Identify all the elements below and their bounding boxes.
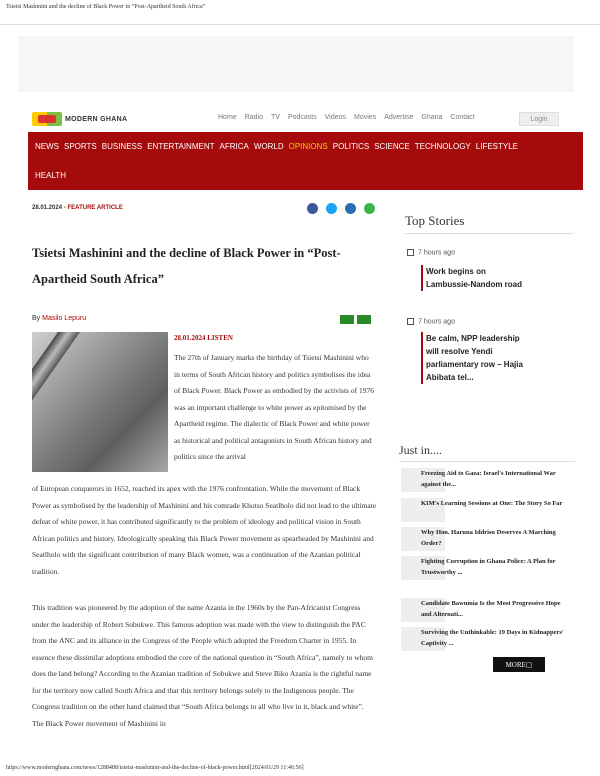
- nav-item-technology[interactable]: TECHNOLOGY: [414, 142, 471, 151]
- just-in-link[interactable]: Why Hon. Haruna Iddrisu Deserves A Marching Order?: [421, 529, 556, 547]
- divider: [405, 233, 573, 234]
- logo-text: MODERN GHANA: [65, 115, 128, 123]
- byline: [32, 315, 86, 322]
- article-meta: [32, 205, 123, 211]
- print-header: Tsietsi Mashinini and the decline of Black Power in “Post-Apartheid South Africa”: [6, 4, 206, 10]
- nav-item-sports[interactable]: SPORTS: [64, 142, 97, 151]
- top-links: [218, 114, 483, 121]
- just-in-link[interactable]: Surviving the Unthinkable: 19 Days in Kidnappers' Captivity ...: [421, 629, 564, 647]
- nav-item-opinions[interactable]: OPINIONS: [288, 142, 328, 151]
- font-size-icon[interactable]: [357, 315, 371, 324]
- byline-prefix: By: [32, 315, 41, 322]
- top-link-contact[interactable]: Contact: [450, 114, 475, 121]
- story-time: 7 hours ago: [407, 249, 455, 256]
- article-paragraph: This tradition was pioneered by the adoption of the name Azania in the 1960s by the Pan-Africanist Congress under the leadership of Robert Sobukwe. This famous adoption was made with the view to distinguish the PAC from the ANC and its alliance in the Congress of the People which adopted the Freedom Charter in 1955. In essence these dissimilar adoptions embodied the core of the national question in “South Africa”, namely to whom does the land belong? According to the Azanian tradition of Sobukwe and Steve Biko Azania is the rightful name for the territory now called South Africa and that this territory belongs solely to the Indigenous people. The Congress tradition on the other hand claimed that “South Africa belongs to all who live in it, black and white”. The Black Power movement of Mashinini in: [32, 603, 373, 728]
- divider: [0, 24, 600, 25]
- ad-banner: [18, 36, 574, 92]
- nav-item-news[interactable]: NEWS: [35, 142, 59, 151]
- logo-mark-icon: [32, 112, 62, 126]
- nav-item-world[interactable]: WORLD: [253, 142, 284, 151]
- article-paragraph: The 27th of January marks the birthday of Tsietsi Mashinini who in terms of South African history and politics symbolises the idea of Black Power. Black Power as embodied by the activists of 1976 was an important challenge to white power as epitomised by the Apartheid regime. The dialectic of Black Power and white power as historical and political antagonists in South African history and politics since the arrival: [174, 353, 374, 461]
- article-category[interactable]: FEATURE ARTICLE: [67, 205, 123, 211]
- just-in-link[interactable]: KIM's Learning Sessions at One: The Story So Far: [421, 500, 563, 507]
- listen-button[interactable]: 28.01.2024 LISTEN: [174, 334, 233, 342]
- top-link-radio[interactable]: Radio: [244, 114, 263, 121]
- nav-item-entertainment[interactable]: ENTERTAINMENT: [147, 142, 215, 151]
- nav-row: [35, 142, 523, 151]
- top-link-videos[interactable]: Videos: [324, 114, 347, 121]
- just-in-link[interactable]: Candidate Bawumia Is the Most Progressive Hope and Alternati...: [421, 600, 561, 618]
- login-button[interactable]: Login: [519, 112, 559, 126]
- nav-item-health[interactable]: HEALTH: [35, 171, 66, 180]
- top-story-link[interactable]: Work begins on Lambussie-Nandom road: [421, 265, 531, 291]
- article-paragraph: of European conquerors in 1652, reached its apex with the 1976 confrontation. While the movement of Black Power as symbolised by the leadership of Mashinini and his comrade Khotso Seatlholo did not lead to the ultimate defeat of white power, it has contributed significantly to the problem of ideology and political vision in South African politics and history. Ideologically speaking this Black Power movement as spearheaded by Mashinini and Seatlholo with the significant contribution of many Black women, was a continuation of the Azanian political tradition.: [32, 484, 377, 576]
- nav-item-science[interactable]: SCIENCE: [374, 142, 410, 151]
- nav-item-lifestyle[interactable]: LIFESTYLE: [475, 142, 519, 151]
- main-navbar: [28, 132, 583, 190]
- site-logo[interactable]: [32, 112, 127, 126]
- top-link-tv[interactable]: TV: [270, 114, 280, 121]
- just-in-link[interactable]: Fighting Corruption in Ghana Police: A Plan for Trustworthy ...: [421, 558, 556, 576]
- facebook-icon[interactable]: [307, 203, 318, 214]
- more-icon: ▢: [525, 660, 533, 669]
- nav-item-africa[interactable]: AFRICA: [219, 142, 249, 151]
- divider: [399, 461, 575, 462]
- pen-image: [32, 332, 87, 445]
- top-stories-title: Top Stories: [405, 213, 465, 228]
- nav-item-business[interactable]: BUSINESS: [101, 142, 143, 151]
- print-footer: https://www.modernghana.com/news/1288488/tsietsi-mashinini-and-the-decline-of-black-power.html[2024/01/29 11:46:56]: [6, 765, 304, 771]
- clock-icon: [407, 249, 414, 256]
- font-size-icon[interactable]: [340, 315, 354, 324]
- more-button[interactable]: MORE ▢: [493, 657, 545, 672]
- just-in-title: Just in....: [399, 443, 443, 457]
- article-date: 28.01.2024: [32, 205, 63, 211]
- top-link-movies[interactable]: Movies: [354, 114, 377, 121]
- top-story-link[interactable]: Be calm, NPP leadership will resolve Yendi parliamentary row – Hajia Abibata tel...: [421, 332, 531, 384]
- linkedin-icon[interactable]: [345, 203, 356, 214]
- share-icons: [307, 203, 375, 214]
- top-link-ghana[interactable]: Ghana: [421, 114, 443, 121]
- twitter-icon[interactable]: [326, 203, 337, 214]
- story-time: 7 hours ago: [407, 318, 455, 325]
- author-link[interactable]: Masilo Lepuru: [42, 315, 87, 322]
- nav-item-politics[interactable]: POLITICS: [332, 142, 370, 151]
- calendar-icon: ▫: [63, 205, 66, 211]
- top-link-podcasts[interactable]: Podcasts: [287, 114, 317, 121]
- top-link-advertise[interactable]: Advertise: [384, 114, 414, 121]
- article-photo: [32, 332, 168, 472]
- whatsapp-icon[interactable]: [364, 203, 375, 214]
- top-link-home[interactable]: Home: [218, 114, 237, 121]
- just-in-link[interactable]: Freezing Aid to Gaza: Israel's International War against the...: [421, 470, 556, 488]
- article-title: Tsietsi Mashinini and the decline of Black Power in “Post-Apartheid South Africa”: [32, 246, 341, 286]
- clock-icon: [407, 318, 414, 325]
